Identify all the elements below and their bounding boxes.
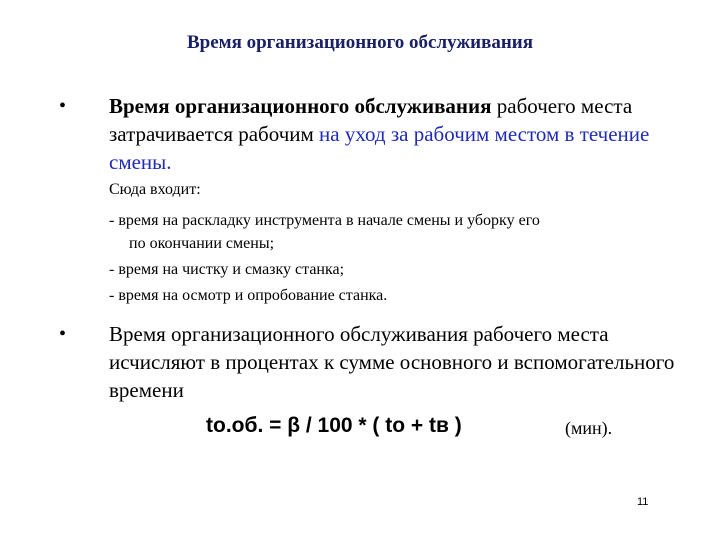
includes-item-3: - время на осмотр и опробование станка. xyxy=(109,287,388,304)
includes-item-1: - время на раскладку инструмента в начале смены и уборку его xyxy=(109,212,540,229)
bullet-1-text xyxy=(109,92,689,176)
includes-block xyxy=(109,178,689,307)
bullet-1-bold-term: Время организационного обслуживания xyxy=(109,94,492,118)
includes-heading: Сюда входит: xyxy=(109,181,201,198)
bullet-1-highlight: на уход за рабочим местом в течение смены. xyxy=(109,122,650,174)
bullet-marker: • xyxy=(59,95,67,117)
bullet-marker: • xyxy=(59,323,67,345)
page-number: 11 xyxy=(637,496,649,508)
formula-unit: (мин). xyxy=(565,418,613,438)
includes-item-1-continuation: по окончании смены; xyxy=(129,235,275,252)
includes-item-2: - время на чистку и смазку станка; xyxy=(109,261,345,278)
slide-title: Время организационного обслуживания xyxy=(186,32,534,53)
bullet-2-text: Время организационного обслуживания рабочего места исчисляют в процентах к сумме основного и вспомогательного времени xyxy=(109,322,675,402)
bullet-1-plain-text: рабочего места затрачивается рабочим xyxy=(109,94,633,146)
formula: tо.об. = β / 100 * ( tо + tв ) xyxy=(206,414,462,437)
